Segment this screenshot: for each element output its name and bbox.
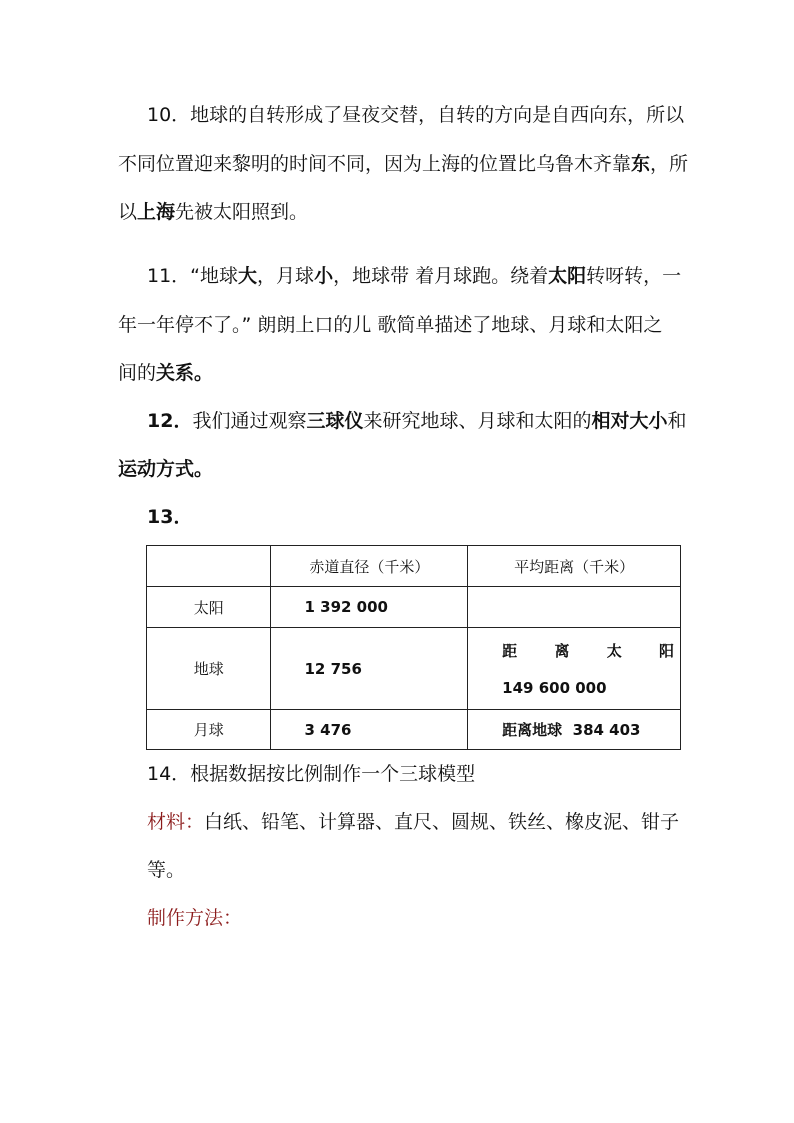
table-header-cell: 赤道直径（千米） [271,546,468,587]
q10-line-3: 以上海先被太阳照到。 [118,201,309,223]
table-header-row [147,546,681,587]
q11-line-1: 11．“地球大，月球小，地球带 着月球跑。绕着太阳转呀转，一 [147,265,682,287]
distance-label: 距离地球 [502,721,563,739]
table-header-cell: 平均距离（千米） [468,546,681,587]
table-row [147,628,681,710]
distance-value: 149 600 000 [502,679,607,697]
materials-list: 白纸、铅笔、计算器、直尺、圆规、铁丝、橡皮泥、钳子 [204,811,680,833]
body-name-cell: 月球 [147,710,271,750]
sun-earth-moon-table [146,545,681,750]
q10-line-1: 10．地球的自转形成了昼夜交替，自转的方向是自西向东，所以 [147,104,685,126]
distance-label: 距 离 太 阳 [502,642,674,660]
distance-cell [468,710,681,750]
q14-line-1: 14．根据数据按比例制作一个三球模型 [147,763,476,785]
q12-line-2: 运动方式。 [118,458,214,480]
distance-cell [468,587,681,628]
materials-line [147,810,679,834]
diameter-cell: 12 756 [271,628,468,710]
body-name-cell: 太阳 [147,587,271,628]
q13-label: 13． [147,506,193,528]
method-label: 制作方法： [147,907,243,929]
body-name-cell: 地球 [147,628,271,710]
q11-line-2: 年一年停不了。” 朗朗上口的儿 歌简单描述了地球、月球和太阳之 [118,314,663,336]
q10-line-2: 不同位置迎来黎明的时间不同，因为上海的位置比乌鲁木齐靠东，所 [118,153,689,175]
table-row [147,587,681,628]
distance-value: 384 403 [572,721,641,739]
materials-label: 材料： [147,811,205,833]
diameter-cell: 3 476 [271,710,468,750]
table-header-cell [147,546,271,587]
q12-line-1: 12．我们通过观察三球仪来研究地球、月球和太阳的相对大小和 [147,410,687,432]
q11-line-3: 间的关系。 [118,362,214,384]
diameter-cell: 1 392 000 [271,587,468,628]
distance-cell [468,628,681,710]
table-row [147,710,681,750]
materials-end: 等。 [147,859,186,881]
